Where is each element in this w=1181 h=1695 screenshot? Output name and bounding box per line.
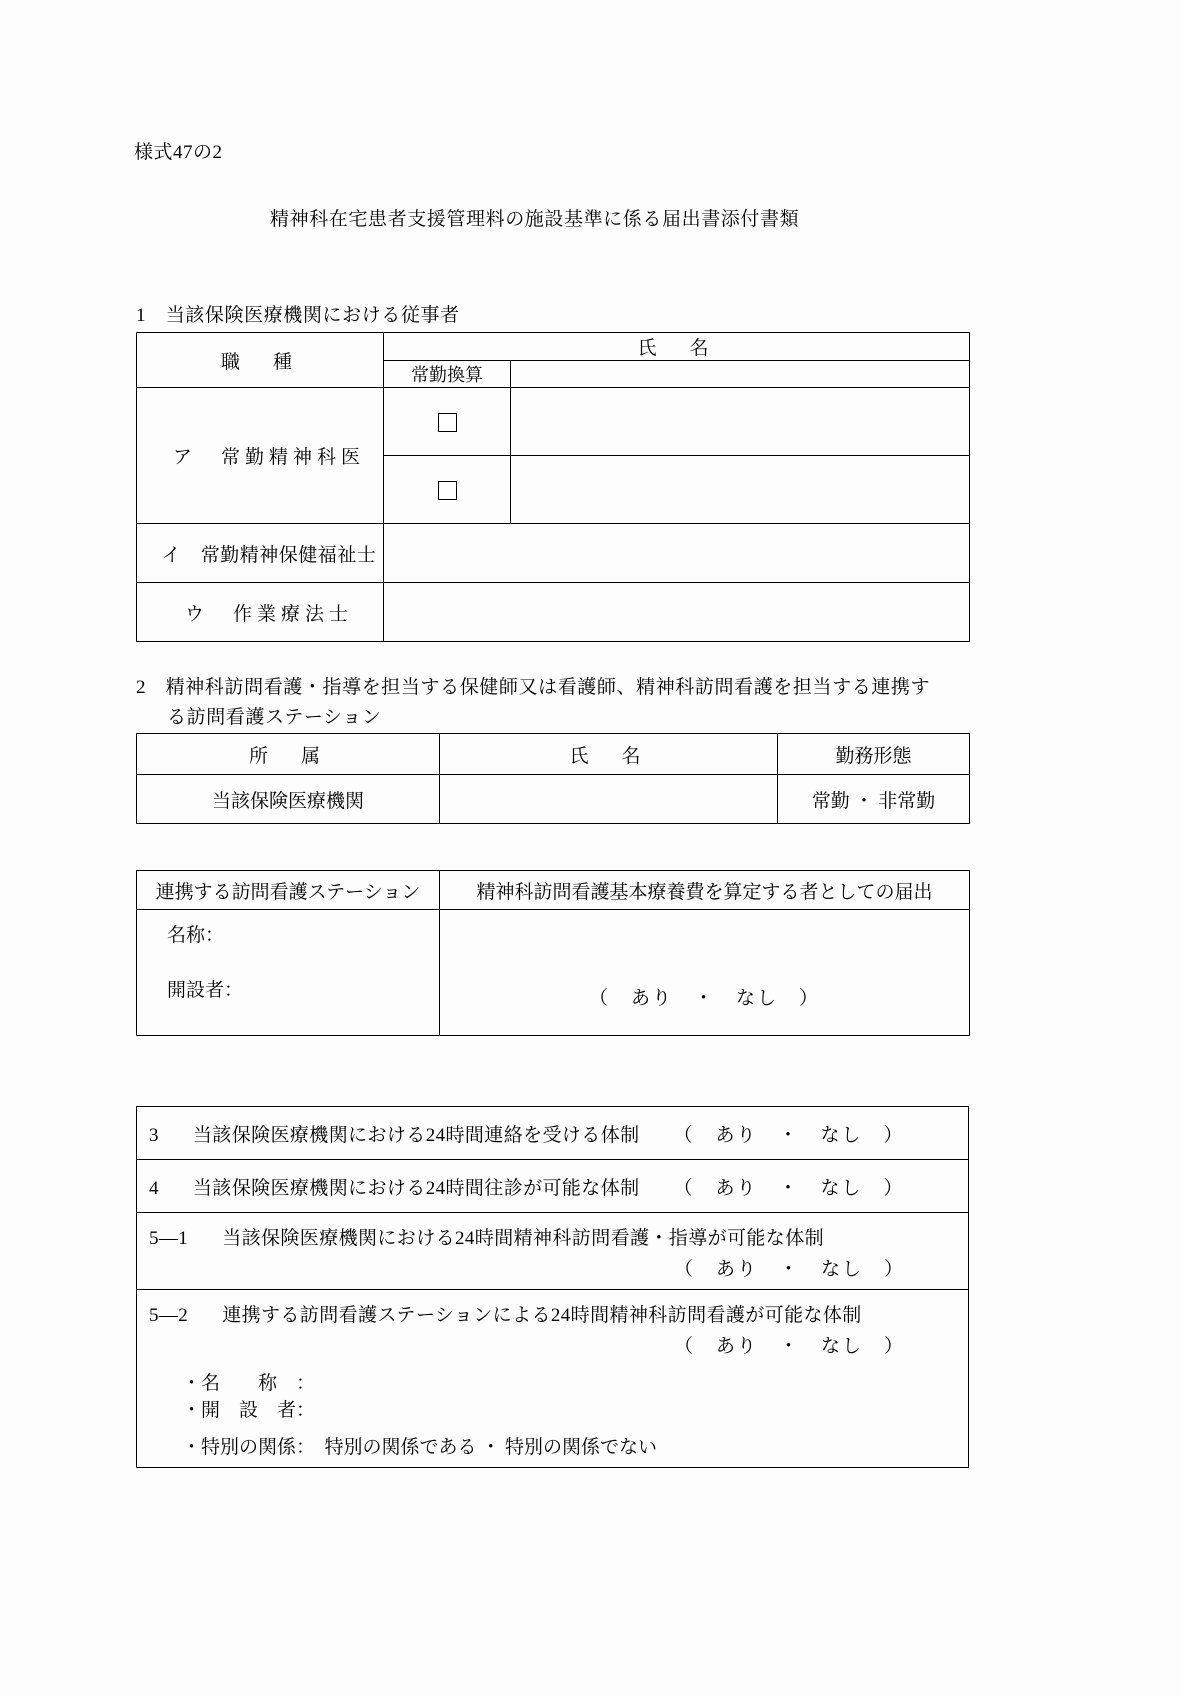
notification-choice[interactable]: （ あり ・ なし ） bbox=[588, 988, 820, 1009]
column-header-affiliation: 所 属 bbox=[137, 734, 440, 775]
table-row bbox=[137, 734, 970, 775]
item3-text: 当該保険医療機関における24時間連絡を受ける体制 bbox=[192, 1124, 640, 1146]
criteria-item-3 bbox=[137, 1107, 969, 1160]
item5-1-choice[interactable]: （ あり ・ なし ） bbox=[673, 1259, 905, 1280]
section2-heading-line2: る訪問看護ステーション bbox=[167, 707, 382, 728]
form-id: 様式47の2 bbox=[134, 142, 223, 163]
fte-checkbox-cell-2[interactable] bbox=[384, 456, 511, 524]
cooperating-station-table bbox=[136, 870, 970, 1036]
table-row bbox=[137, 333, 970, 361]
name-header-filler bbox=[511, 361, 970, 388]
name-input-cell-1[interactable] bbox=[511, 388, 970, 456]
row-label-mental-health-worker: イ 常勤精神保健福祉士 bbox=[137, 524, 384, 583]
cell-work-type-choice[interactable]: 常勤 ・ 非常勤 bbox=[778, 775, 970, 824]
name-input-cell-2[interactable] bbox=[511, 456, 970, 524]
item4-number: 4 bbox=[149, 1177, 159, 1199]
item4-choice[interactable]: （ あり ・ なし ） bbox=[673, 1177, 905, 1199]
criteria-item-5-1 bbox=[137, 1213, 969, 1290]
station-details-cell[interactable] bbox=[137, 910, 440, 1036]
item3-number: 3 bbox=[149, 1124, 159, 1146]
fte-checkbox-cell-1[interactable] bbox=[384, 388, 511, 456]
cell-name-input[interactable] bbox=[440, 775, 778, 824]
item5-2-name-label[interactable]: ・名 称 ： bbox=[182, 1373, 316, 1394]
item4-text: 当該保険医療機関における24時間往診が可能な体制 bbox=[192, 1177, 640, 1199]
row-label-psychiatrist: ア 常勤精神科医 bbox=[137, 388, 384, 524]
table-row bbox=[137, 1160, 969, 1213]
station-name-label: 名称： bbox=[167, 925, 225, 946]
visiting-nurse-staff-table bbox=[136, 733, 970, 824]
item5-1-number: 5—1 bbox=[149, 1228, 189, 1249]
item5-2-founder-label[interactable]: ・開 設 者： bbox=[182, 1400, 316, 1421]
checkbox-icon[interactable] bbox=[438, 481, 457, 500]
table-row bbox=[137, 1290, 969, 1468]
name-input-cell-4[interactable] bbox=[384, 583, 970, 642]
table-row bbox=[137, 1213, 969, 1290]
item3-choice[interactable]: （ あり ・ なし ） bbox=[673, 1124, 905, 1146]
criteria-item-5-2 bbox=[137, 1290, 969, 1468]
column-header-type: 職 種 bbox=[137, 333, 384, 388]
table-row bbox=[137, 524, 970, 583]
table-row bbox=[137, 871, 970, 910]
notification-choice-cell[interactable] bbox=[440, 910, 970, 1036]
station-founder-label: 開設者： bbox=[167, 980, 244, 1001]
row-label-occupational-therapist: ウ 作業療法士 bbox=[137, 583, 384, 642]
item5-2-relation-choice[interactable]: ・特別の関係： 特別の関係である ・ 特別の関係でない bbox=[182, 1437, 658, 1458]
cell-affiliation-value: 当該保険医療機関 bbox=[137, 775, 440, 824]
criteria-table bbox=[136, 1106, 969, 1468]
table-row bbox=[137, 910, 970, 1036]
table-row bbox=[137, 388, 970, 456]
column-header-fte: 常勤換算 bbox=[384, 361, 511, 388]
column-header-name: 氏 名 bbox=[384, 333, 970, 361]
checkbox-icon[interactable] bbox=[438, 413, 457, 432]
item5-2-text: 連携する訪問看護ステーションによる24時間精神科訪問看護が可能な体制 bbox=[222, 1305, 862, 1326]
item5-2-number: 5—2 bbox=[149, 1305, 189, 1326]
staff-table bbox=[136, 332, 970, 642]
table-row bbox=[137, 583, 970, 642]
column-header-name: 氏 名 bbox=[440, 734, 778, 775]
column-header-station: 連携する訪問看護ステーション bbox=[137, 871, 440, 910]
column-header-work-type: 勤務形態 bbox=[778, 734, 970, 775]
item5-2-choice[interactable]: （ あり ・ なし ） bbox=[673, 1336, 905, 1357]
item5-1-text: 当該保険医療機関における24時間精神科訪問看護・指導が可能な体制 bbox=[222, 1228, 825, 1249]
column-header-notification: 精神科訪問看護基本療養費を算定する者としての届出 bbox=[440, 871, 970, 910]
section2-heading-line1: 2 精神科訪問看護・指導を担当する保健師又は看護師、精神科訪問看護を担当する連携す bbox=[136, 677, 931, 698]
table-row bbox=[137, 775, 970, 824]
criteria-item-4 bbox=[137, 1160, 969, 1213]
document-title: 精神科在宅患者支援管理料の施設基準に係る届出書添付書類 bbox=[270, 209, 800, 230]
name-input-cell-3[interactable] bbox=[384, 524, 970, 583]
section1-heading: 1 当該保険医療機関における従事者 bbox=[136, 305, 460, 326]
table-row bbox=[137, 1107, 969, 1160]
